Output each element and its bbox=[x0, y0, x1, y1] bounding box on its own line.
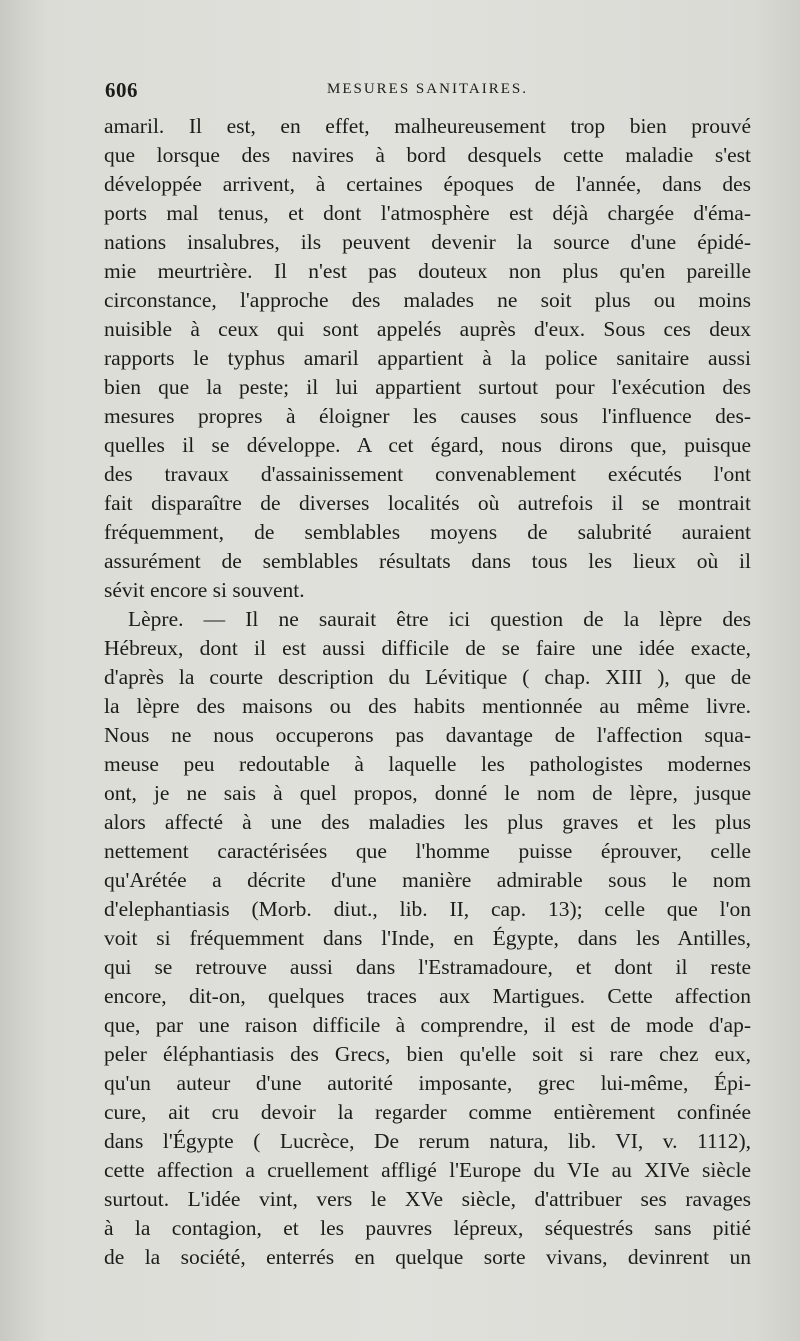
text-line: la lèpre des maisons ou des habits mentionnée au même livre. bbox=[104, 694, 751, 718]
text-line: amaril. Il est, en effet, malheureusement trop bien prouvé bbox=[104, 114, 751, 138]
text-line: qu'Arétée a décrite d'une manière admirable sous le nom bbox=[104, 868, 751, 892]
page-number: 606 bbox=[105, 78, 138, 102]
text-line: assurément de semblables résultats dans tous les lieux où il bbox=[104, 549, 751, 573]
text-line: d'après la courte description du Lévitique ( chap. XIII ), que de bbox=[104, 665, 751, 689]
text-line: bien que la peste; il lui appartient surtout pour l'exécution des bbox=[104, 375, 751, 399]
running-head: MESURES SANITAIRES. bbox=[327, 81, 528, 97]
text-line: d'elephantiasis (Morb. diut., lib. II, cap. 13); celle que l'on bbox=[104, 897, 751, 921]
text-line: mie meurtrière. Il n'est pas douteux non plus qu'en pareille bbox=[104, 259, 751, 283]
text-line: circonstance, l'approche des malades ne soit plus ou moins bbox=[104, 288, 751, 312]
text-line: dans l'Égypte ( Lucrèce, De rerum natura, lib. VI, v. 1112), bbox=[104, 1129, 751, 1153]
text-line: Lèpre. — Il ne saurait être ici question de la lèpre des bbox=[128, 607, 751, 631]
text-line: mesures propres à éloigner les causes sous l'influence des- bbox=[104, 404, 751, 428]
text-line: à la contagion, et les pauvres lépreux, séquestrés sans pitié bbox=[104, 1216, 751, 1240]
text-line: encore, dit-on, quelques traces aux Martigues. Cette affection bbox=[104, 984, 751, 1008]
page-header bbox=[105, 78, 750, 106]
text-line: des travaux d'assainissement convenablement exécutés l'ont bbox=[104, 462, 751, 486]
text-line: nuisible à ceux qui sont appelés auprès d'eux. Sous ces deux bbox=[104, 317, 751, 341]
text-line: nettement caractérisées que l'homme puisse éprouver, celle bbox=[104, 839, 751, 863]
body-text bbox=[104, 112, 751, 1272]
text-line: Nous ne nous occuperons pas davantage de l'affection squa- bbox=[104, 723, 751, 747]
text-line: que, par une raison difficile à comprendre, il est de mode d'ap- bbox=[104, 1013, 751, 1037]
text-line: alors affecté à une des maladies les plus graves et les plus bbox=[104, 810, 751, 834]
text-line: Hébreux, dont il est aussi difficile de se faire une idée exacte, bbox=[104, 636, 751, 660]
text-line: meuse peu redoutable à laquelle les pathologistes modernes bbox=[104, 752, 751, 776]
text-line: que lorsque des navires à bord desquels cette maladie s'est bbox=[104, 143, 751, 167]
text-line: cette affection a cruellement affligé l'Europe du VIe au XIVe siècle bbox=[104, 1158, 751, 1182]
text-line: ont, je ne sais à quel propos, donné le nom de lèpre, jusque bbox=[104, 781, 751, 805]
text-line: sévit encore si souvent. bbox=[104, 578, 305, 602]
text-line: voit si fréquemment dans l'Inde, en Égypte, dans les Antilles, bbox=[104, 926, 751, 950]
text-line: peler éléphantiasis des Grecs, bien qu'elle soit si rare chez eux, bbox=[104, 1042, 751, 1066]
text-line: quelles il se développe. A cet égard, nous dirons que, puisque bbox=[104, 433, 751, 457]
text-line: nations insalubres, ils peuvent devenir la source d'une épidé- bbox=[104, 230, 751, 254]
text-line: ports mal tenus, et dont l'atmosphère est déjà chargée d'éma- bbox=[104, 201, 751, 225]
text-line: qu'un auteur d'une autorité imposante, grec lui-même, Épi- bbox=[104, 1071, 751, 1095]
text-line: qui se retrouve aussi dans l'Estramadoure, et dont il reste bbox=[104, 955, 751, 979]
text-line: rapports le typhus amaril appartient à la police sanitaire aussi bbox=[104, 346, 751, 370]
text-line: cure, ait cru devoir la regarder comme entièrement confinée bbox=[104, 1100, 751, 1124]
text-line: fait disparaître de diverses localités où autrefois il se montrait bbox=[104, 491, 751, 515]
text-line: surtout. L'idée vint, vers le XVe siècle, d'attribuer ses ravages bbox=[104, 1187, 751, 1211]
text-line: fréquemment, de semblables moyens de salubrité auraient bbox=[104, 520, 751, 544]
text-line: développée arrivent, à certaines époques de l'année, dans des bbox=[104, 172, 751, 196]
text-line: de la société, enterrés en quelque sorte vivans, devinrent un bbox=[104, 1245, 751, 1269]
